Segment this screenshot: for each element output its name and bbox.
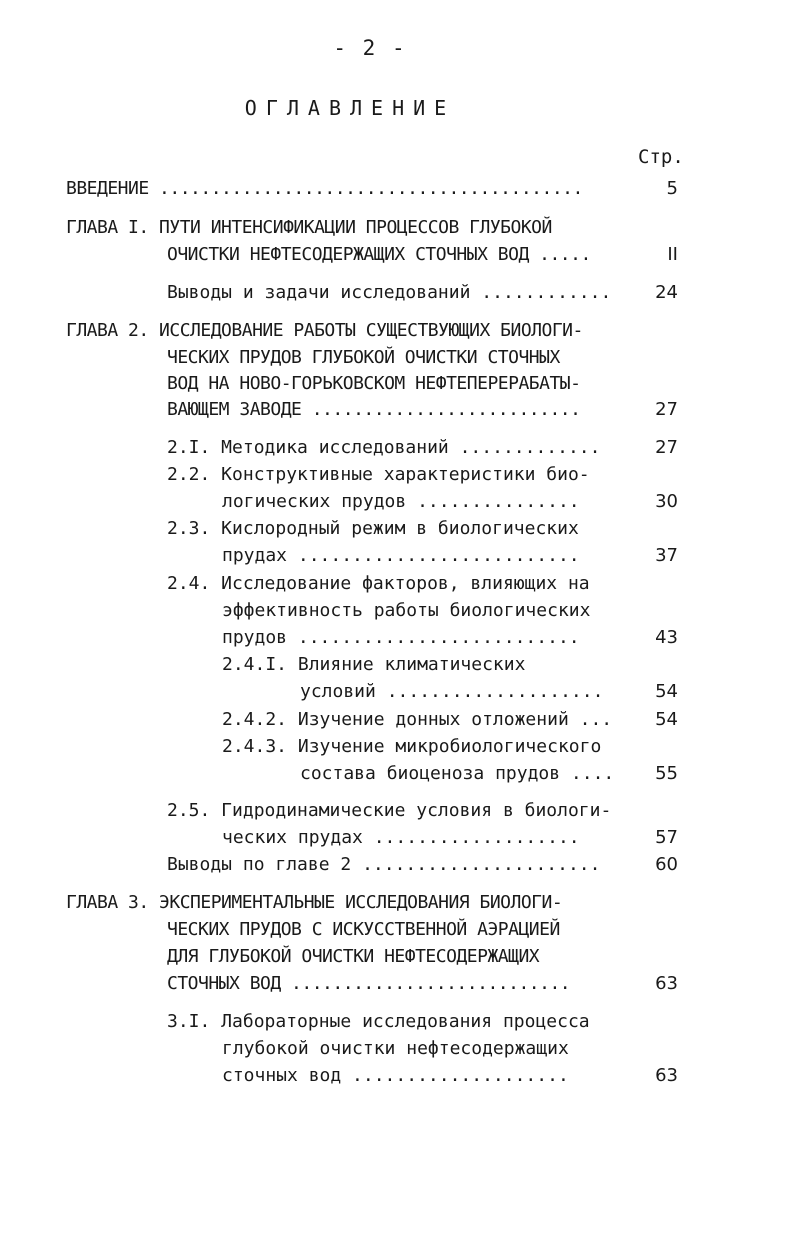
toc-line: ческих прудах ................... (222, 827, 580, 848)
toc-page-number: 37 (655, 545, 678, 566)
toc-page-number: 27 (655, 399, 678, 420)
toc-line: ГЛАВА 3. ЭКСПЕРИМЕНТАЛЬНЫЕ ИССЛЕДОВАНИЯ БИОЛОГИ- (66, 892, 563, 913)
toc-line: состава биоценоза прудов .... (300, 763, 615, 784)
toc-line: 2.I. Методика исследований ............. (167, 437, 601, 458)
toc-page-number: 24 (655, 282, 678, 303)
toc-line: ЧЕСКИХ ПРУДОВ ГЛУБОКОЙ ОЧИСТКИ СТОЧНЫХ (167, 347, 560, 368)
toc-page-number: 54 (655, 681, 678, 702)
toc-line: Выводы и задачи исследований ............ (167, 282, 612, 303)
toc-page-number: 60 (655, 854, 678, 875)
toc-line: эффективность работы биологических (222, 600, 591, 621)
page-number: - 2 - (333, 36, 407, 60)
toc-page-number: 5 (666, 178, 678, 199)
toc-line: ЧЕСКИХ ПРУДОВ С ИСКУССТВЕННОЙ АЭРАЦИЕЙ (167, 919, 560, 940)
toc-page-number: 43 (655, 627, 678, 648)
toc-line: 2.4.3. Изучение микробиологического (222, 736, 602, 757)
page-title: ОГЛАВЛЕНИЕ (244, 96, 456, 120)
toc-page-number: 54 (655, 709, 678, 730)
toc-page-number: II (667, 244, 678, 265)
toc-line: 2.2. Конструктивные характеристики био- (167, 464, 590, 485)
toc-line: 3.I. Лабораторные исследования процесса (167, 1011, 590, 1032)
toc-page-number: 30 (655, 491, 678, 512)
page-column-header: Стр. (638, 146, 684, 168)
toc-line: ОЧИСТКИ НЕФТЕСОДЕРЖАЩИХ СТОЧНЫХ ВОД ..... (167, 244, 591, 265)
toc-line: логических прудов ............... (222, 491, 580, 512)
toc-line: 2.4.2. Изучение донных отложений ... (222, 709, 613, 730)
toc-line: Выводы по главе 2 ...................... (167, 854, 601, 875)
toc-line: ВОД НА НОВО-ГОРЬКОВСКОМ НЕФТЕПЕРЕРАБАТЫ- (167, 373, 581, 394)
toc-line: глубокой очистки нефтесодержащих (222, 1038, 569, 1059)
toc-line: ДЛЯ ГЛУБОКОЙ ОЧИСТКИ НЕФТЕСОДЕРЖАЩИХ (167, 946, 540, 967)
toc-line: СТОЧНЫХ ВОД ........................... (167, 973, 571, 994)
toc-line: сточных вод .................... (222, 1065, 569, 1086)
toc-line: 2.5. Гидродинамические условия в биологи- (167, 800, 612, 821)
toc-page-number: 27 (655, 437, 678, 458)
toc-line: 2.3. Кислородный режим в биологических (167, 518, 579, 539)
toc-line: ГЛАВА I. ПУТИ ИНТЕНСИФИКАЦИИ ПРОЦЕССОВ ГЛУБОКОЙ (66, 217, 552, 238)
toc-line: прудов .......................... (222, 627, 580, 648)
toc-line: 2.4. Исследование факторов, влияющих на (167, 573, 590, 594)
toc-line: прудах .......................... (222, 545, 580, 566)
toc-page-number: 55 (655, 763, 678, 784)
toc-line: ГЛАВА 2. ИССЛЕДОВАНИЕ РАБОТЫ СУЩЕСТВУЮЩИХ БИОЛОГИ- (66, 320, 583, 341)
toc-line: ВВЕДЕНИЕ ......................................... (66, 178, 583, 199)
toc-line: условий .................... (300, 681, 604, 702)
toc-page-number: 57 (655, 827, 678, 848)
toc-line: ВАЮЩЕМ ЗАВОДЕ .......................... (167, 399, 581, 420)
toc-page-number: 63 (655, 973, 678, 994)
toc-page-number: 63 (655, 1065, 678, 1086)
toc-line: 2.4.I. Влияние климатических (222, 654, 526, 675)
